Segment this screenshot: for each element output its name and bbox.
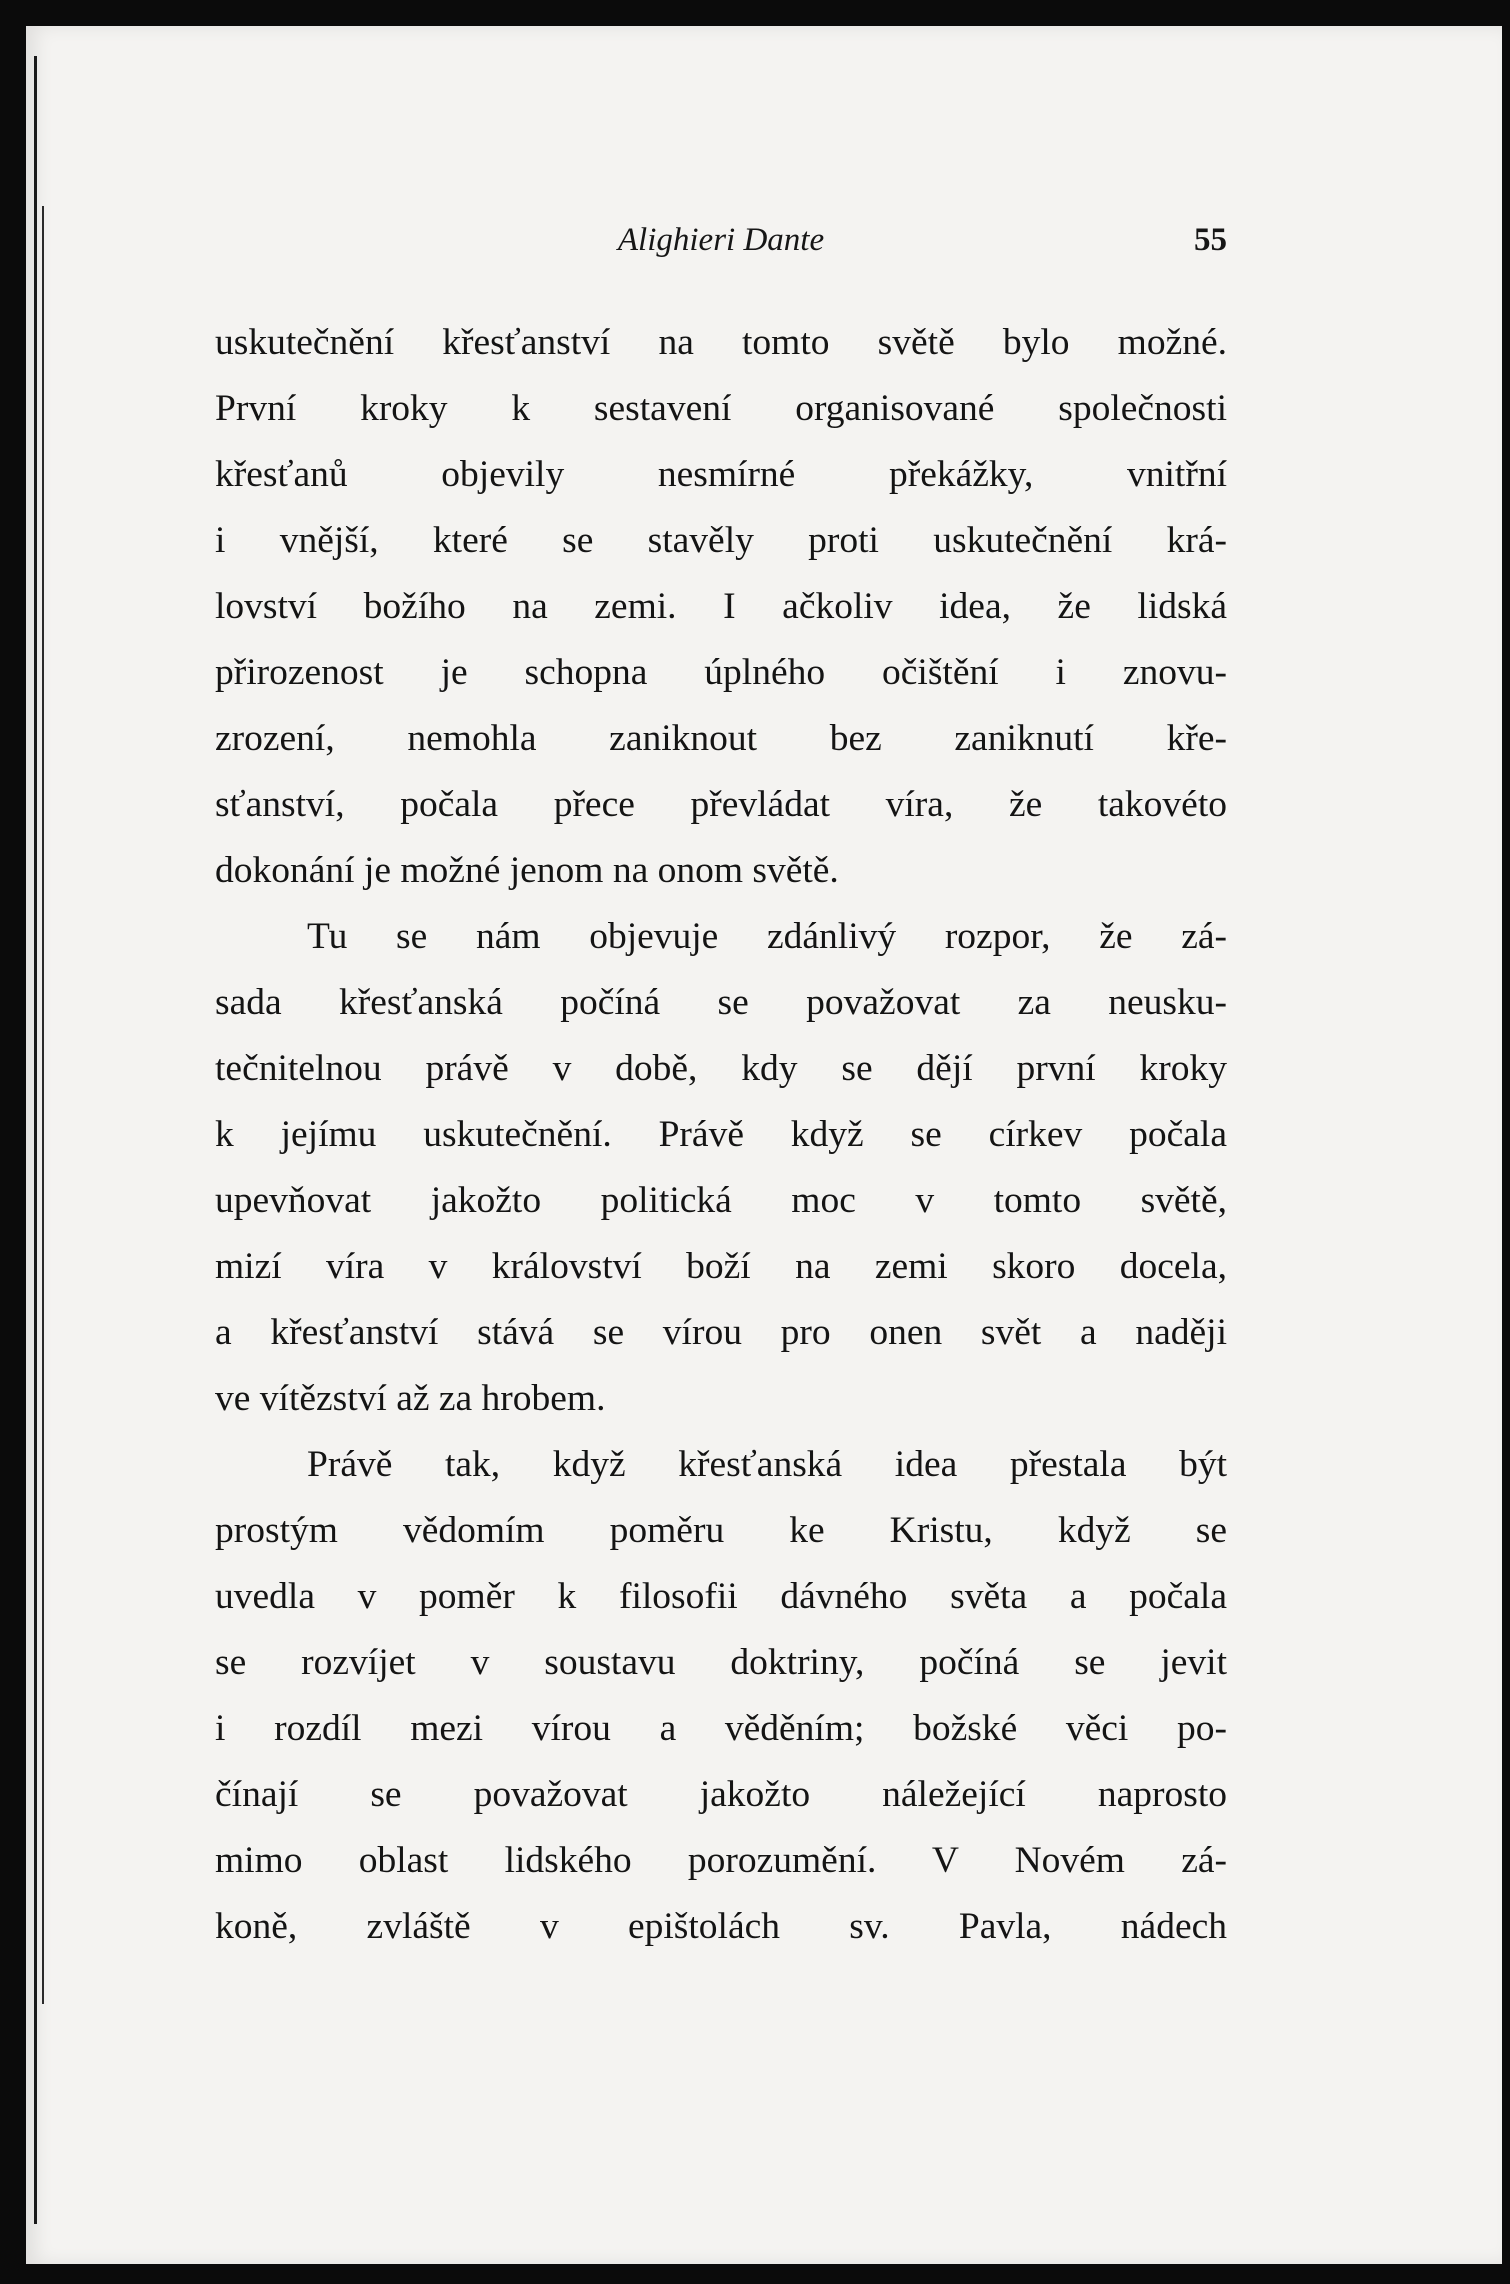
- binding-line: [34, 56, 37, 2224]
- text-line: uskutečnění křesťanství na tomto světě bylo možné.: [215, 322, 1227, 363]
- running-title: Alighieri Dante: [617, 222, 825, 258]
- text-line: mimo oblast lidského porozumění. V Novém zá-: [215, 1840, 1227, 1881]
- text-line: se rozvíjet v soustavu doktriny, počíná se jevit: [215, 1642, 1227, 1683]
- binding-line: [42, 206, 44, 2004]
- text-line: První kroky k sestavení organisované společnosti: [215, 388, 1227, 429]
- text-line: lovství božího na zemi. I ačkoliv idea, že lidská: [215, 586, 1227, 627]
- text-line: tečnitelnou právě v době, kdy se dějí první kroky: [215, 1048, 1227, 1089]
- binding-edge: [26, 26, 64, 2264]
- text-line: Tu se nám objevuje zdánlivý rozpor, že zá-: [307, 916, 1227, 957]
- text-line: prostým vědomím poměru ke Kristu, když se: [215, 1510, 1227, 1551]
- text-line: a křesťanství stává se vírou pro onen svět a naději: [215, 1312, 1227, 1353]
- text-line: sťanství, počala přece převládat víra, že takovéto: [215, 784, 1227, 825]
- text-line: mizí víra v království boží na zemi skoro docela,: [215, 1246, 1227, 1287]
- body-text: [215, 310, 1227, 1960]
- text-line: Právě tak, když křesťanská idea přestala být: [307, 1444, 1227, 1485]
- page-number: 55: [1194, 222, 1227, 258]
- text-line: ve vítězství až za hrobem.: [215, 1378, 606, 1419]
- text-line: křesťanů objevily nesmírné překážky, vnitřní: [215, 454, 1227, 495]
- text-line: uvedla v poměr k filosofii dávného světa a počala: [215, 1576, 1227, 1617]
- text-line: koně, zvláště v epištolách sv. Pavla, nádech: [215, 1906, 1227, 1947]
- text-line: sada křesťanská počíná se považovat za neusku-: [215, 982, 1227, 1023]
- text-line: zrození, nemohla zaniknout bez zaniknutí kře-: [215, 718, 1227, 759]
- text-line: přirozenost je schopna úplného očištění i znovu-: [215, 652, 1227, 693]
- text-line: čínají se považovat jakožto náležející naprosto: [215, 1774, 1227, 1815]
- text-line: dokonání je možné jenom na onom světě.: [215, 850, 839, 891]
- text-line: upevňovat jakožto politická moc v tomto světě,: [215, 1180, 1227, 1221]
- text-line: k jejímu uskutečnění. Právě když se církev počala: [215, 1114, 1227, 1155]
- running-header: [215, 222, 1227, 266]
- text-line: i vnější, které se stavěly proti uskutečnění krá-: [215, 520, 1227, 561]
- text-line: i rozdíl mezi vírou a věděním; božské věci po-: [215, 1708, 1227, 1749]
